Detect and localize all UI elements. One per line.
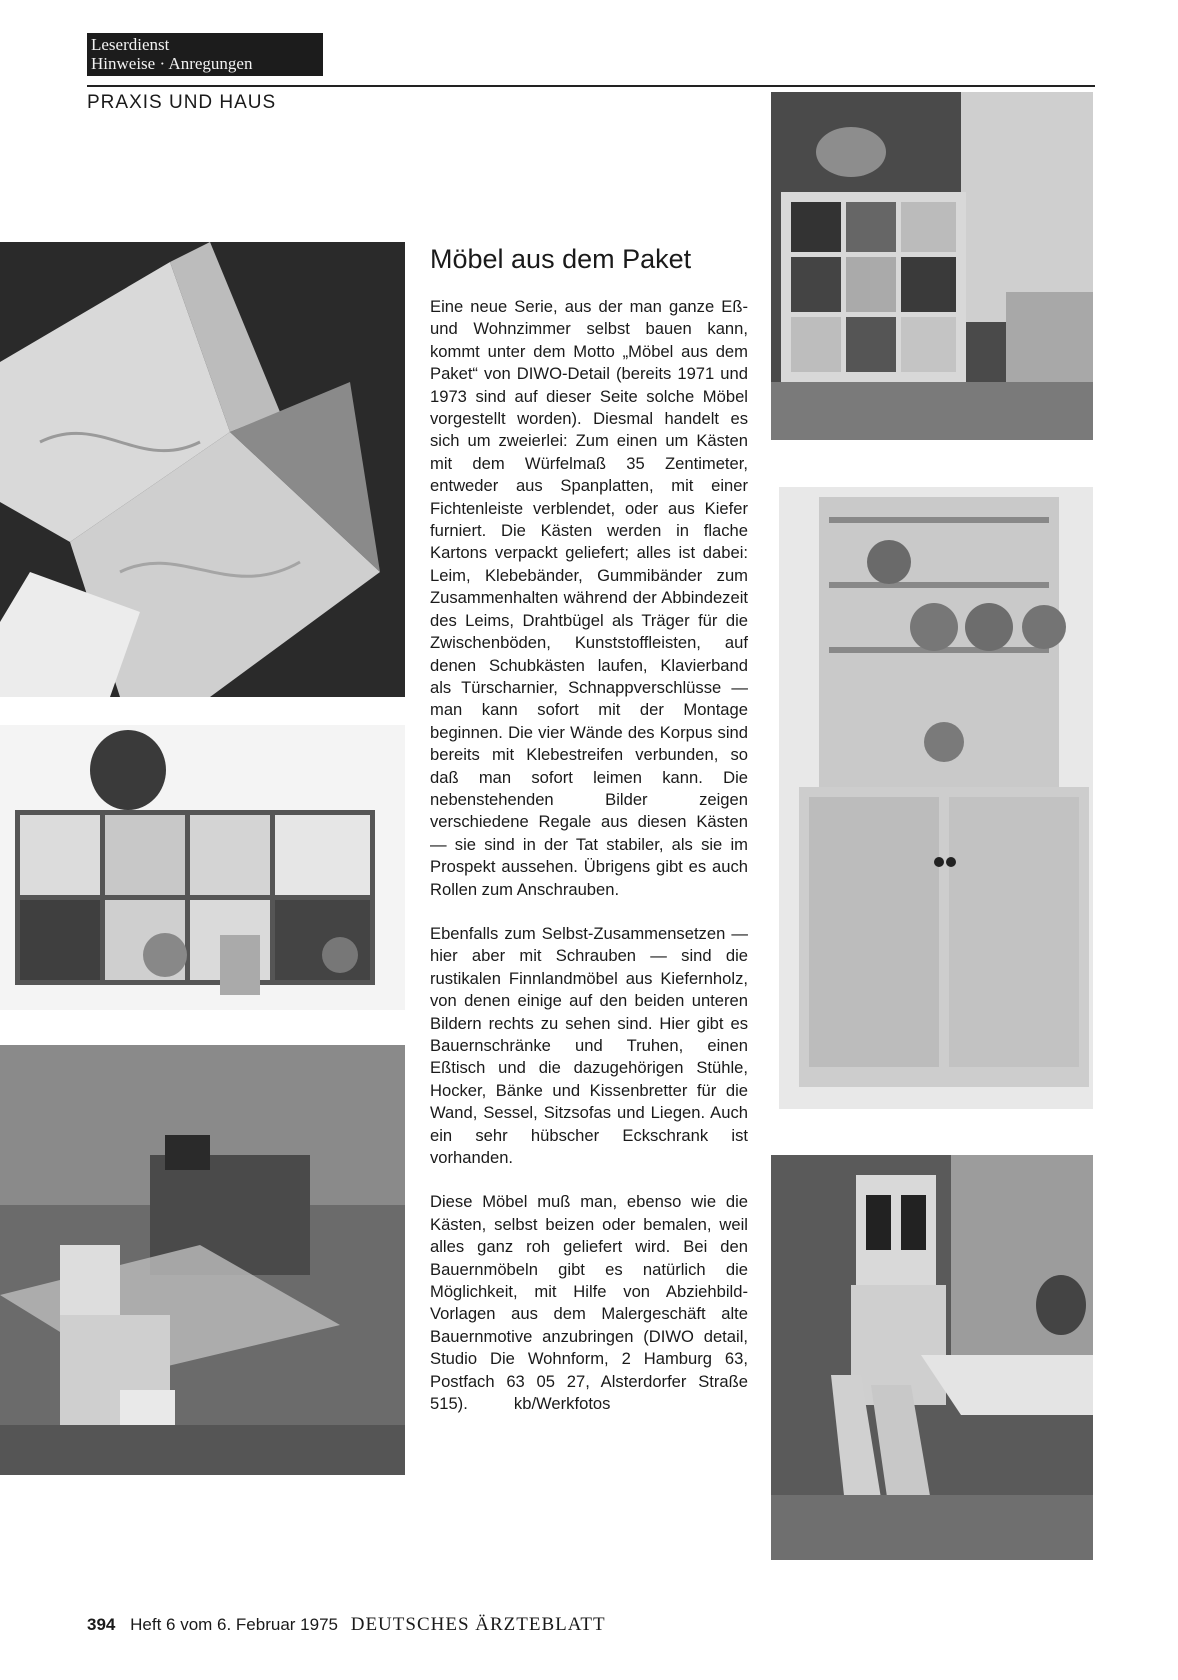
magazine-name: DEUTSCHES ÄRZTEBLATT bbox=[350, 1614, 606, 1635]
photo-cube-shelves-toys bbox=[0, 725, 405, 1010]
page-number: 394 bbox=[87, 1615, 116, 1634]
photo-shelf-living-room bbox=[771, 92, 1093, 440]
article-paragraph: Diese Möbel muß man, ebenso wie die Kästen, selbst beizen oder bemalen, weil alles ganz roh geliefert wird. Bei den Bauernmöbeln gibt es natürlich die Möglichkeit, mit Hilfe von Abziehbild-Vorlagen aus dem Malergeschäft alte Bauernmotive anzubringen (DIWO detail, Studio Die Wohnform, 2 Hamburg 63, Postfach 63 05 27, Alsterdorfer Straße 515). kb/Werkfotos bbox=[430, 1192, 753, 1414]
photo-dining-corner bbox=[771, 1155, 1093, 1560]
article-paragraph: Eine neue Serie, aus der man ganze Eß- und Wohnzimmer selbst bauen kann, kommt unter dem Motto „Möbel aus dem Paket“ von DIWO-Detail (bereits 1971 und 1973 sind auf dieser Seite solche Möbel vorgestellt worden). Diesmal handelt es sich um zweierlei: Zum einen um Kästen mit dem Würfelmaß 35 Zentimeter, entweder aus Spanplatten, mit einer Fichtenleiste verblendet, oder aus Kiefer furniert. Die Kästen werden in flache Kartons verpackt geliefert; alles ist dabei: Leim, Klebebänder, Gummibänder zum Zusammenhalten während der Abbindezeit des Leims, Drahtbügel als Träger für die Zwischenböden, Kunststoffleisten, auf denen Schubkästen laufen, Klavierband als Türscharnier, Schnappverschlüsse — man kann sofort mit der Montage beginnen. Die vier Wände des Korpus sind bereits mit Klebestreifen verbunden, so daß man sofort leimen kann. Die nebenstehenden Bilder zeigen verschiedene Regale aus diesen Kästen — sie sind in der Tat stabiler, als sie im Prospekt aussehen. Übrigens gibt es auch Rollen zum Anschrauben. bbox=[430, 297, 748, 899]
page-footer bbox=[87, 1614, 606, 1636]
column-badge bbox=[87, 33, 323, 76]
article-paragraph: Ebenfalls zum Selbst-Zusammensetzen — hier aber mit Schrauben — sind die rustikalen Finnlandmöbel aus Kiefernholz, von denen einige auf den beiden unteren Bildern rechts zu sehen sind. Hier gibt es Bauernschränke und Truhen, einen Eßtisch und die dazugehörigen Stühle, Hocker, Bänke und Kissenbretter für die Wand, Sessel, Sitzsofas und Liegen. Auch ein sehr hübscher Eckschrank ist vorhanden. bbox=[430, 923, 748, 1168]
photo-rustic-dresser bbox=[779, 487, 1093, 1109]
photo-flat-pack-panels bbox=[0, 242, 405, 697]
article-body bbox=[430, 296, 753, 1438]
section-title: PRAXIS UND HAUS bbox=[87, 92, 277, 113]
article-title: Möbel aus dem Paket bbox=[430, 244, 692, 274]
photo-desk-office bbox=[0, 1045, 405, 1475]
badge-line-1: Leserdienst bbox=[91, 35, 170, 54]
header-rule bbox=[87, 85, 1095, 87]
issue-info: Heft 6 vom 6. Februar 1975 bbox=[130, 1615, 338, 1634]
badge-line-2: Hinweise · Anregungen bbox=[91, 54, 253, 73]
